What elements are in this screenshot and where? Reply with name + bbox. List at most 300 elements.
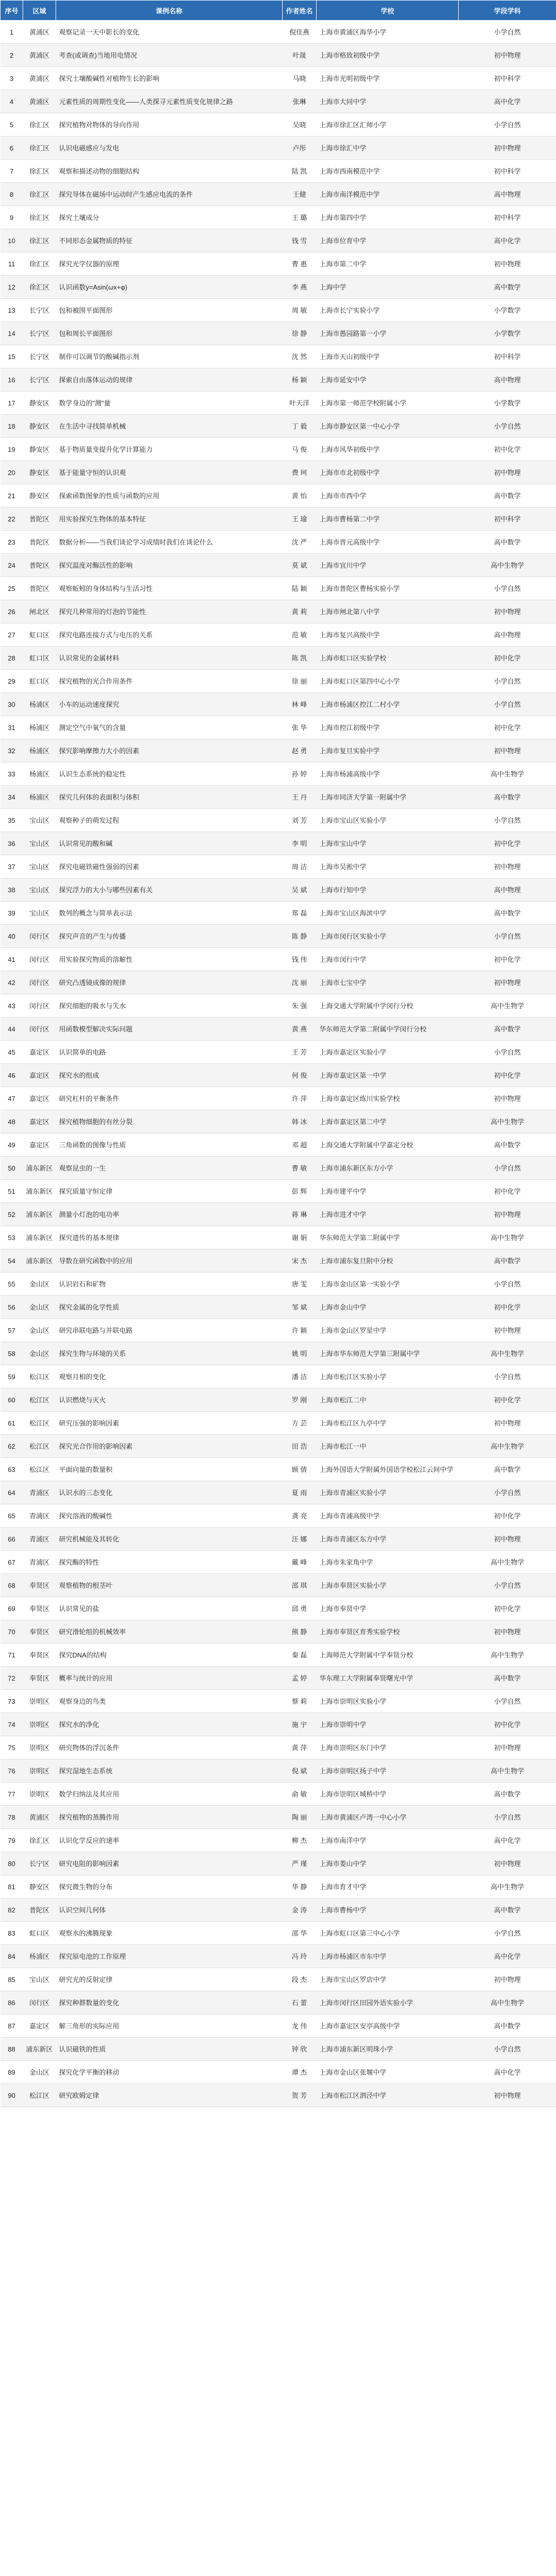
cell-no: 64 bbox=[1, 1481, 23, 1504]
cell-district: 松江区 bbox=[23, 1458, 56, 1481]
table-row bbox=[1, 392, 556, 415]
cell-author: 石 蕾 bbox=[283, 1991, 317, 2014]
cell-course-title: 探究遗传的基本规律 bbox=[56, 1226, 283, 1249]
cell-author: 叶天洋 bbox=[283, 392, 317, 415]
cell-subject: 初中化学 bbox=[459, 1180, 556, 1203]
table-row bbox=[1, 206, 556, 229]
cell-district: 奉贤区 bbox=[23, 1597, 56, 1620]
cell-district: 闵行区 bbox=[23, 1991, 56, 2014]
cell-district: 长宁区 bbox=[23, 345, 56, 368]
cell-subject: 小学自然 bbox=[459, 415, 556, 438]
cell-subject: 初中物理 bbox=[459, 44, 556, 67]
cell-subject: 初中化学 bbox=[459, 1713, 556, 1736]
cell-author: 钱 雪 bbox=[283, 229, 317, 252]
cell-district: 徐汇区 bbox=[23, 229, 56, 252]
cell-school: 上海市宝山区海滨中学 bbox=[317, 902, 459, 925]
table-row bbox=[1, 299, 556, 322]
cell-course-title: 研究凸透镜成像的规律 bbox=[56, 971, 283, 994]
cell-district: 杨浦区 bbox=[23, 762, 56, 786]
cell-course-title: 三角函数的图像与性质 bbox=[56, 1133, 283, 1157]
cell-course-title: 概率与统计的应用 bbox=[56, 1667, 283, 1690]
cell-subject: 初中科学 bbox=[459, 67, 556, 90]
cell-no: 89 bbox=[1, 2061, 23, 2084]
cell-district: 闵行区 bbox=[23, 971, 56, 994]
cell-author: 孟 婷 bbox=[283, 1667, 317, 1690]
table-row bbox=[1, 252, 556, 276]
table-row bbox=[1, 183, 556, 206]
cell-subject: 初中化学 bbox=[459, 1504, 556, 1528]
cell-no: 41 bbox=[1, 948, 23, 971]
table-row bbox=[1, 1783, 556, 1806]
cell-no: 12 bbox=[1, 276, 23, 299]
table-row bbox=[1, 1041, 556, 1064]
cell-subject: 小学自然 bbox=[459, 1574, 556, 1597]
cell-author: 许 颖 bbox=[283, 1319, 317, 1342]
cell-no: 43 bbox=[1, 994, 23, 1018]
cell-school: 上海市第一师范学校附属小学 bbox=[317, 392, 459, 415]
cell-no: 67 bbox=[1, 1551, 23, 1574]
cell-no: 63 bbox=[1, 1458, 23, 1481]
cell-subject: 高中数学 bbox=[459, 276, 556, 299]
cell-district: 虹口区 bbox=[23, 670, 56, 693]
cell-no: 73 bbox=[1, 1690, 23, 1713]
cell-school: 上海市崇明中学 bbox=[317, 1713, 459, 1736]
cell-district: 嘉定区 bbox=[23, 1064, 56, 1087]
cell-school: 上海市长宁实验小学 bbox=[317, 299, 459, 322]
cell-district: 崇明区 bbox=[23, 1690, 56, 1713]
cell-school: 上海市青浦高级中学 bbox=[317, 1504, 459, 1528]
cell-school: 上海市光明初级中学 bbox=[317, 67, 459, 90]
cell-subject: 初中物理 bbox=[459, 1087, 556, 1110]
cell-author: 李 燕 bbox=[283, 276, 317, 299]
cell-school: 上海市位育中学 bbox=[317, 229, 459, 252]
table-row bbox=[1, 1458, 556, 1481]
cell-course-title: 探究光学仪器的原理 bbox=[56, 252, 283, 276]
cell-course-title: 探究酶的特性 bbox=[56, 1551, 283, 1574]
cell-course-title: 探究几何体的表面积与体积 bbox=[56, 786, 283, 809]
table-row bbox=[1, 1273, 556, 1296]
table-row bbox=[1, 902, 556, 925]
table-row bbox=[1, 1713, 556, 1736]
cell-author: 张琳 bbox=[283, 90, 317, 113]
table-row bbox=[1, 1806, 556, 1829]
cell-subject: 初中物理 bbox=[459, 739, 556, 762]
cell-no: 22 bbox=[1, 507, 23, 531]
cell-district: 徐汇区 bbox=[23, 183, 56, 206]
cell-district: 静安区 bbox=[23, 438, 56, 461]
cell-author: 丁 毅 bbox=[283, 415, 317, 438]
cell-author: 黄 莉 bbox=[283, 600, 317, 623]
cell-course-title: 探究土壤成分 bbox=[56, 206, 283, 229]
table-row bbox=[1, 600, 556, 623]
cell-no: 34 bbox=[1, 786, 23, 809]
cell-no: 18 bbox=[1, 415, 23, 438]
cell-subject: 初中物理 bbox=[459, 855, 556, 878]
cell-no: 48 bbox=[1, 1110, 23, 1133]
cell-course-title: 观察和描述动物的细胞结构 bbox=[56, 160, 283, 183]
cell-author: 汪 娜 bbox=[283, 1528, 317, 1551]
cell-author: 邓 超 bbox=[283, 1133, 317, 1157]
cell-district: 徐汇区 bbox=[23, 252, 56, 276]
cell-school: 上海市杨浦高级中学 bbox=[317, 762, 459, 786]
cell-district: 长宁区 bbox=[23, 368, 56, 392]
table-row bbox=[1, 1481, 556, 1504]
cell-author: 周 洁 bbox=[283, 855, 317, 878]
cell-district: 普陀区 bbox=[23, 554, 56, 577]
cell-district: 静安区 bbox=[23, 1875, 56, 1899]
table-row bbox=[1, 229, 556, 252]
table-row bbox=[1, 1945, 556, 1968]
cell-course-title: 探究温度对酶活性的影响 bbox=[56, 554, 283, 577]
table-row bbox=[1, 415, 556, 438]
cell-author: 唐 雯 bbox=[283, 1273, 317, 1296]
table-row bbox=[1, 1991, 556, 2014]
table-row bbox=[1, 461, 556, 484]
cell-course-title: 探究湿地生态系统 bbox=[56, 1759, 283, 1783]
cell-author: 徐 静 bbox=[283, 322, 317, 345]
cell-school: 上海市大同中学 bbox=[317, 90, 459, 113]
cell-school: 上海市松江区泗泾中学 bbox=[317, 2084, 459, 2107]
cell-no: 14 bbox=[1, 322, 23, 345]
table-row bbox=[1, 113, 556, 137]
cell-author: 华 静 bbox=[283, 1875, 317, 1899]
cell-subject: 初中物理 bbox=[459, 1852, 556, 1875]
cell-school: 上海市黄浦区海华小学 bbox=[317, 21, 459, 44]
cell-district: 青浦区 bbox=[23, 1504, 56, 1528]
cell-school: 上海市浦东新区东方小学 bbox=[317, 1157, 459, 1180]
cell-course-title: 基于能量守恒的认识观 bbox=[56, 461, 283, 484]
cell-course-title: 探究水的净化 bbox=[56, 1713, 283, 1736]
cell-course-title: 认识简单的电路 bbox=[56, 1041, 283, 1064]
cell-course-title: 数学身边的"测"量 bbox=[56, 392, 283, 415]
cell-subject: 高中物理 bbox=[459, 183, 556, 206]
cell-no: 24 bbox=[1, 554, 23, 577]
cell-district: 徐汇区 bbox=[23, 1829, 56, 1852]
cell-course-title: 研究光的反射定律 bbox=[56, 1968, 283, 1991]
cell-author: 施 宇 bbox=[283, 1713, 317, 1736]
cell-school: 上海市崇明区城桥中学 bbox=[317, 1783, 459, 1806]
cell-author: 顾 倩 bbox=[283, 1458, 317, 1481]
cell-author: 吴 斌 bbox=[283, 878, 317, 902]
cell-subject: 初中物理 bbox=[459, 252, 556, 276]
cell-author: 严 瑾 bbox=[283, 1852, 317, 1875]
cell-district: 崇明区 bbox=[23, 1759, 56, 1783]
cell-district: 闵行区 bbox=[23, 1018, 56, 1041]
table-row bbox=[1, 670, 556, 693]
cell-author: 朱 强 bbox=[283, 994, 317, 1018]
cell-course-title: 观察昆虫的一生 bbox=[56, 1157, 283, 1180]
cell-author: 张 华 bbox=[283, 716, 317, 739]
cell-subject: 高中物理 bbox=[459, 368, 556, 392]
cell-author: 王 丹 bbox=[283, 786, 317, 809]
cell-no: 86 bbox=[1, 1991, 23, 2014]
cell-school: 上海市徐汇区汇师小学 bbox=[317, 113, 459, 137]
table-row bbox=[1, 716, 556, 739]
cell-school: 上海市虹口区实验学校 bbox=[317, 647, 459, 670]
table-row bbox=[1, 322, 556, 345]
table-row bbox=[1, 44, 556, 67]
cell-no: 45 bbox=[1, 1041, 23, 1064]
cell-no: 5 bbox=[1, 113, 23, 137]
cell-district: 嘉定区 bbox=[23, 1087, 56, 1110]
cell-no: 31 bbox=[1, 716, 23, 739]
cell-district: 松江区 bbox=[23, 1412, 56, 1435]
header-school: 学校 bbox=[317, 1, 459, 21]
cell-subject: 小学自然 bbox=[459, 1806, 556, 1829]
cell-school: 上海市浦东新区明珠小学 bbox=[317, 2038, 459, 2061]
cell-course-title: 数学归纳法及其应用 bbox=[56, 1783, 283, 1806]
cell-no: 71 bbox=[1, 1643, 23, 1667]
cell-school: 上海交通大学附属中学嘉定分校 bbox=[317, 1133, 459, 1157]
cell-course-title: 探究几种常用的灯泡的节能性 bbox=[56, 600, 283, 623]
cell-subject: 高中化学 bbox=[459, 1945, 556, 1968]
cell-school: 上海师范大学附属中学奉贤分校 bbox=[317, 1643, 459, 1667]
cell-course-title: 认识常见的酸和碱 bbox=[56, 832, 283, 855]
cell-subject: 初中化学 bbox=[459, 1296, 556, 1319]
cell-course-title: 探究植物细胞的有丝分裂 bbox=[56, 1110, 283, 1133]
cell-author: 龙 伟 bbox=[283, 2014, 317, 2038]
cell-no: 39 bbox=[1, 902, 23, 925]
cell-author: 姚 明 bbox=[283, 1342, 317, 1365]
cell-district: 黄浦区 bbox=[23, 21, 56, 44]
cell-school: 上海市黄浦区卢湾一中心小学 bbox=[317, 1806, 459, 1829]
cell-course-title: 探究导体在磁场中运动时产生感应电流的条件 bbox=[56, 183, 283, 206]
cell-course-title: 研究物体的浮沉条件 bbox=[56, 1736, 283, 1759]
cell-school: 上海市嘉定区第二中学 bbox=[317, 1110, 459, 1133]
cell-district: 崇明区 bbox=[23, 1736, 56, 1759]
cell-school: 上海市复兴高级中学 bbox=[317, 623, 459, 647]
cell-school: 上海市金山区张堰中学 bbox=[317, 2061, 459, 2084]
cell-subject: 初中化学 bbox=[459, 1064, 556, 1087]
cell-author: 马 俊 bbox=[283, 438, 317, 461]
table-row bbox=[1, 577, 556, 600]
cell-no: 62 bbox=[1, 1435, 23, 1458]
table-row bbox=[1, 948, 556, 971]
cell-subject: 小学数学 bbox=[459, 322, 556, 345]
cell-district: 徐汇区 bbox=[23, 160, 56, 183]
header-district: 区域 bbox=[23, 1, 56, 21]
cell-author: 方 芸 bbox=[283, 1412, 317, 1435]
cell-school: 上海市西南模范中学 bbox=[317, 160, 459, 183]
cell-no: 60 bbox=[1, 1388, 23, 1412]
cell-school: 上海市天山初级中学 bbox=[317, 345, 459, 368]
cell-subject: 高中生物学 bbox=[459, 1435, 556, 1458]
cell-subject: 高中化学 bbox=[459, 1829, 556, 1852]
cell-no: 77 bbox=[1, 1783, 23, 1806]
table-row bbox=[1, 1875, 556, 1899]
table-row bbox=[1, 2061, 556, 2084]
cell-author: 谭 杰 bbox=[283, 2061, 317, 2084]
table-row bbox=[1, 1157, 556, 1180]
cell-subject: 初中物理 bbox=[459, 1412, 556, 1435]
cell-subject: 高中数学 bbox=[459, 1458, 556, 1481]
cell-author: 周 敏 bbox=[283, 299, 317, 322]
cell-district: 浦东新区 bbox=[23, 1157, 56, 1180]
cell-school: 上海市曹杨第二中学 bbox=[317, 507, 459, 531]
cell-district: 闵行区 bbox=[23, 994, 56, 1018]
table-row bbox=[1, 762, 556, 786]
cell-district: 松江区 bbox=[23, 1388, 56, 1412]
table-row bbox=[1, 1296, 556, 1319]
cell-no: 68 bbox=[1, 1574, 23, 1597]
cell-author: 谢 娟 bbox=[283, 1226, 317, 1249]
cell-district: 黄浦区 bbox=[23, 44, 56, 67]
cell-author: 徐 丽 bbox=[283, 670, 317, 693]
cell-school: 上海市松江一中 bbox=[317, 1435, 459, 1458]
table-row bbox=[1, 438, 556, 461]
cell-course-title: 观察身边的鸟类 bbox=[56, 1690, 283, 1713]
table-row bbox=[1, 1504, 556, 1528]
cell-course-title: 观察月相的变化 bbox=[56, 1365, 283, 1388]
cell-no: 23 bbox=[1, 531, 23, 554]
table-row bbox=[1, 1087, 556, 1110]
cell-author: 郑 磊 bbox=[283, 902, 317, 925]
cell-no: 19 bbox=[1, 438, 23, 461]
cell-subject: 高中生物学 bbox=[459, 994, 556, 1018]
cell-subject: 高中生物学 bbox=[459, 1875, 556, 1899]
cell-subject: 小学自然 bbox=[459, 21, 556, 44]
cell-author: 陈 静 bbox=[283, 925, 317, 948]
cell-no: 81 bbox=[1, 1875, 23, 1899]
cell-subject: 初中物理 bbox=[459, 1528, 556, 1551]
cell-district: 松江区 bbox=[23, 1365, 56, 1388]
cell-course-title: 探究溶液的酸碱性 bbox=[56, 1504, 283, 1528]
cell-course-title: 探究电磁铁磁性强弱的因素 bbox=[56, 855, 283, 878]
cell-no: 29 bbox=[1, 670, 23, 693]
cell-subject: 初中化学 bbox=[459, 647, 556, 670]
cell-author: 陈 凯 bbox=[283, 647, 317, 670]
cell-subject: 小学自然 bbox=[459, 1157, 556, 1180]
cell-district: 杨浦区 bbox=[23, 1945, 56, 1968]
cell-district: 普陀区 bbox=[23, 531, 56, 554]
cell-no: 10 bbox=[1, 229, 23, 252]
table-row bbox=[1, 878, 556, 902]
cell-no: 26 bbox=[1, 600, 23, 623]
header-subject: 学段学科 bbox=[459, 1, 556, 21]
cell-district: 青浦区 bbox=[23, 1551, 56, 1574]
cell-school: 上海市南洋中学 bbox=[317, 1829, 459, 1852]
cell-author: 邵 华 bbox=[283, 1922, 317, 1945]
cell-school: 上海市复旦实验中学 bbox=[317, 739, 459, 762]
cell-subject: 高中化学 bbox=[459, 2061, 556, 2084]
cell-school: 上海市朱家角中学 bbox=[317, 1551, 459, 1574]
cell-school: 上海市南洋模范中学 bbox=[317, 183, 459, 206]
cell-school: 上海市华东师范大学第三附属中学 bbox=[317, 1342, 459, 1365]
cell-district: 奉贤区 bbox=[23, 1667, 56, 1690]
cell-course-title: 探索函数图象的性质与函数的应用 bbox=[56, 484, 283, 507]
cell-no: 2 bbox=[1, 44, 23, 67]
cell-no: 80 bbox=[1, 1852, 23, 1875]
cell-school: 上海市徐汇中学 bbox=[317, 137, 459, 160]
table-row bbox=[1, 1064, 556, 1087]
cell-subject: 高中数学 bbox=[459, 2014, 556, 2038]
cell-author: 彭 辉 bbox=[283, 1180, 317, 1203]
table-row bbox=[1, 1643, 556, 1667]
cell-author: 刘 芳 bbox=[283, 809, 317, 832]
cell-no: 3 bbox=[1, 67, 23, 90]
cell-subject: 小学自然 bbox=[459, 1041, 556, 1064]
cell-subject: 高中生物学 bbox=[459, 1551, 556, 1574]
cell-no: 28 bbox=[1, 647, 23, 670]
cell-subject: 高中数学 bbox=[459, 531, 556, 554]
cell-course-title: 用实验探究生物体的基本特征 bbox=[56, 507, 283, 531]
table-row bbox=[1, 739, 556, 762]
table-row bbox=[1, 1388, 556, 1412]
cell-subject: 小学自然 bbox=[459, 670, 556, 693]
cell-author: 熊 静 bbox=[283, 1620, 317, 1643]
cell-author: 夏 雨 bbox=[283, 1481, 317, 1504]
table-row bbox=[1, 786, 556, 809]
cell-school: 上海市市西中学 bbox=[317, 484, 459, 507]
cell-school: 上海市同济大学第一附属中学 bbox=[317, 786, 459, 809]
cell-district: 静安区 bbox=[23, 484, 56, 507]
cell-subject: 小学自然 bbox=[459, 1922, 556, 1945]
cell-course-title: 认识空间几何体 bbox=[56, 1899, 283, 1922]
cell-school: 上海市闵行中学 bbox=[317, 948, 459, 971]
cell-course-title: 数据分析——当我们谈论学习成绩时我们在谈论什么 bbox=[56, 531, 283, 554]
cell-subject: 初中物理 bbox=[459, 137, 556, 160]
cell-author: 金 涛 bbox=[283, 1899, 317, 1922]
cell-district: 普陀区 bbox=[23, 577, 56, 600]
cell-district: 金山区 bbox=[23, 1319, 56, 1342]
cell-subject: 高中化学 bbox=[459, 90, 556, 113]
cell-author: 曹 敏 bbox=[283, 1157, 317, 1180]
table-row bbox=[1, 484, 556, 507]
cell-no: 74 bbox=[1, 1713, 23, 1736]
cell-course-title: 观察植物的根茎叶 bbox=[56, 1574, 283, 1597]
cell-no: 65 bbox=[1, 1504, 23, 1528]
cell-author: 邵 琪 bbox=[283, 1574, 317, 1597]
cell-district: 奉贤区 bbox=[23, 1643, 56, 1667]
cell-course-title: 研究压强的影响因素 bbox=[56, 1412, 283, 1435]
cell-subject: 初中化学 bbox=[459, 438, 556, 461]
cell-district: 浦东新区 bbox=[23, 1180, 56, 1203]
cell-school: 上海市宝山中学 bbox=[317, 832, 459, 855]
cell-school: 华东理工大学附属奉贤曙光中学 bbox=[317, 1667, 459, 1690]
cell-author: 吴晓 bbox=[283, 113, 317, 137]
cell-course-title: 认识化学反应的速率 bbox=[56, 1829, 283, 1852]
cell-no: 54 bbox=[1, 1249, 23, 1273]
cell-author: 俞 敏 bbox=[283, 1783, 317, 1806]
cell-district: 浦东新区 bbox=[23, 1226, 56, 1249]
cell-course-title: 导数在研究函数中的应用 bbox=[56, 1249, 283, 1273]
table-row bbox=[1, 1829, 556, 1852]
cell-no: 82 bbox=[1, 1899, 23, 1922]
cell-district: 宝山区 bbox=[23, 878, 56, 902]
cell-district: 长宁区 bbox=[23, 299, 56, 322]
cell-no: 38 bbox=[1, 878, 23, 902]
cell-author: 林 峰 bbox=[283, 693, 317, 716]
cell-district: 徐汇区 bbox=[23, 137, 56, 160]
cell-course-title: 测定空气中氧气的含量 bbox=[56, 716, 283, 739]
cell-school: 上海市松江二中 bbox=[317, 1388, 459, 1412]
cell-no: 88 bbox=[1, 2038, 23, 2061]
cell-school: 上海市宝山区罗店中学 bbox=[317, 1968, 459, 1991]
cell-author: 冯 玲 bbox=[283, 1945, 317, 1968]
cell-school: 上海市宜川中学 bbox=[317, 554, 459, 577]
cell-author: 宋 杰 bbox=[283, 1249, 317, 1273]
cell-no: 40 bbox=[1, 925, 23, 948]
cell-course-title: 探究光合作用的影响因素 bbox=[56, 1435, 283, 1458]
cell-no: 66 bbox=[1, 1528, 23, 1551]
cell-author: 费 珂 bbox=[283, 461, 317, 484]
table-row bbox=[1, 1597, 556, 1620]
cell-district: 虹口区 bbox=[23, 647, 56, 670]
cell-author: 罗 刚 bbox=[283, 1388, 317, 1412]
cell-course-title: 制作可以调节的酸碱指示剂 bbox=[56, 345, 283, 368]
cell-no: 16 bbox=[1, 368, 23, 392]
cell-no: 59 bbox=[1, 1365, 23, 1388]
